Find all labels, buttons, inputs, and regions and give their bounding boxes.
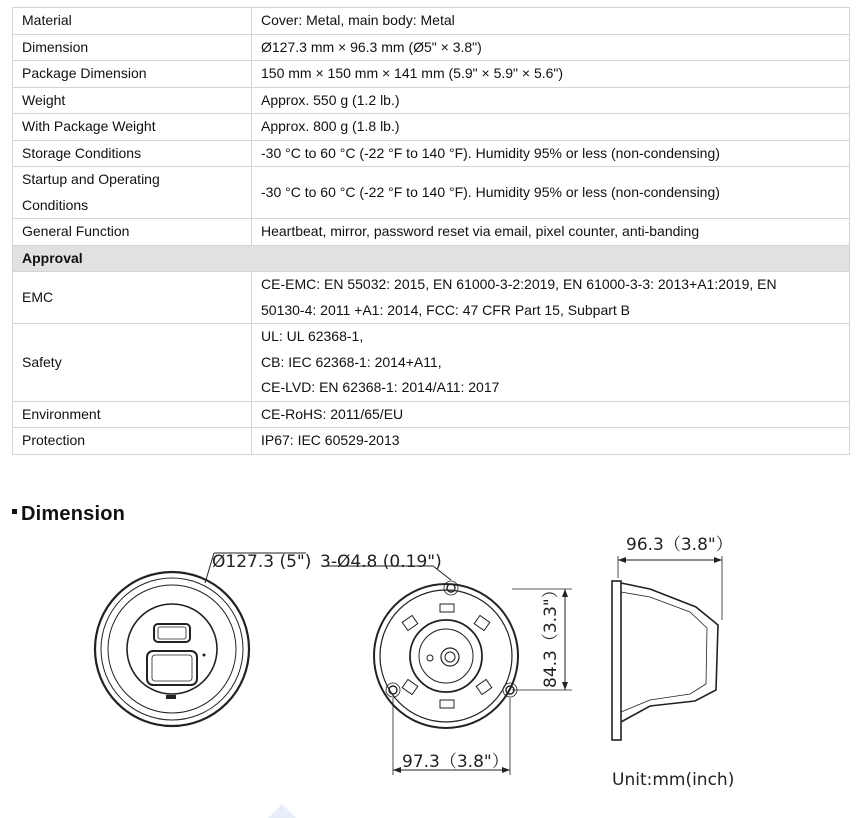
base-view (325, 566, 572, 775)
spec-label-line: Startup and Operating (22, 171, 160, 187)
table-row (13, 114, 850, 141)
spec-label: Storage Conditions (13, 140, 252, 167)
base-height-label: 84.3（3.3"） (541, 581, 561, 688)
section-header-row (13, 245, 850, 272)
spec-label: Weight (13, 87, 252, 114)
spec-value: -30 °C to 60 °C (-22 °F to 140 °F). Humidity 95% or less (non-condensing) (252, 167, 850, 219)
table-row (13, 8, 850, 35)
unit-label: Unit:mm(inch) (612, 770, 735, 790)
spec-value: Approx. 550 g (1.2 lb.) (252, 87, 850, 114)
watermark-mark (268, 804, 296, 818)
spec-label: EMC (13, 272, 252, 324)
spec-value: CE-RoHS: 2011/65/EU (252, 401, 850, 428)
table-row (13, 61, 850, 88)
spec-label: Package Dimension (13, 61, 252, 88)
spec-label: Safety (13, 324, 252, 402)
bullet-icon (12, 509, 17, 514)
table-row (13, 140, 850, 167)
spec-label: Material (13, 8, 252, 35)
table-row (13, 401, 850, 428)
spec-label: Dimension (13, 34, 252, 61)
dimension-heading-text: Dimension (21, 503, 126, 525)
spec-label: Environment (13, 401, 252, 428)
spec-label: General Function (13, 219, 252, 246)
spec-value (252, 324, 850, 402)
table-row (13, 87, 850, 114)
table-row (13, 167, 850, 219)
spec-value-line: 50130-4: 2011 +A1: 2014, FCC: 47 CFR Part 15, Subpart B (261, 301, 631, 318)
dimension-drawing (0, 520, 856, 818)
front-view (95, 553, 306, 726)
table-row (13, 324, 850, 402)
spec-value-line: CE-LVD: EN 62368-1: 2014/A11: 2017 (261, 379, 500, 395)
side-height-label: 96.3（3.8"） (626, 535, 733, 555)
spec-value: IP67: IEC 60529-2013 (252, 428, 850, 455)
spec-value (252, 272, 850, 324)
spec-value-line: CE-EMC: EN 55032: 2015, EN 61000-3-2:2019, EN 61000-3-3: 2013+A1:2019, EN (261, 276, 777, 292)
spec-value: Ø127.3 mm × 96.3 mm (Ø5" × 3.8") (252, 34, 850, 61)
base-width-label: 97.3（3.8"） (402, 752, 509, 772)
mount-holes-label: 3-Ø4.8 (0.19") (320, 552, 442, 572)
spec-label (13, 167, 252, 219)
table-row (13, 219, 850, 246)
spec-label-line: Conditions (22, 196, 89, 213)
section-title: Approval (13, 245, 850, 272)
spec-value: -30 °C to 60 °C (-22 °F to 140 °F). Humidity 95% or less (non-condensing) (252, 140, 850, 167)
spec-table (12, 7, 850, 455)
spec-value: Approx. 800 g (1.8 lb.) (252, 114, 850, 141)
spec-value: Heartbeat, mirror, password reset via email, pixel counter, anti-banding (252, 219, 850, 246)
spec-value: Cover: Metal, main body: Metal (252, 8, 850, 35)
front-diameter-label: Ø127.3 (5") (212, 552, 312, 572)
spec-value-line: CB: IEC 62368-1: 2014+A11, (261, 353, 442, 370)
spec-value-line: UL: UL 62368-1, (261, 328, 364, 344)
table-row (13, 428, 850, 455)
spec-value: 150 mm × 150 mm × 141 mm (5.9" × 5.9" × 5.6") (252, 61, 850, 88)
spec-label: Protection (13, 428, 252, 455)
table-row (13, 272, 850, 324)
spec-label: With Package Weight (13, 114, 252, 141)
table-row (13, 34, 850, 61)
side-view (612, 556, 722, 740)
